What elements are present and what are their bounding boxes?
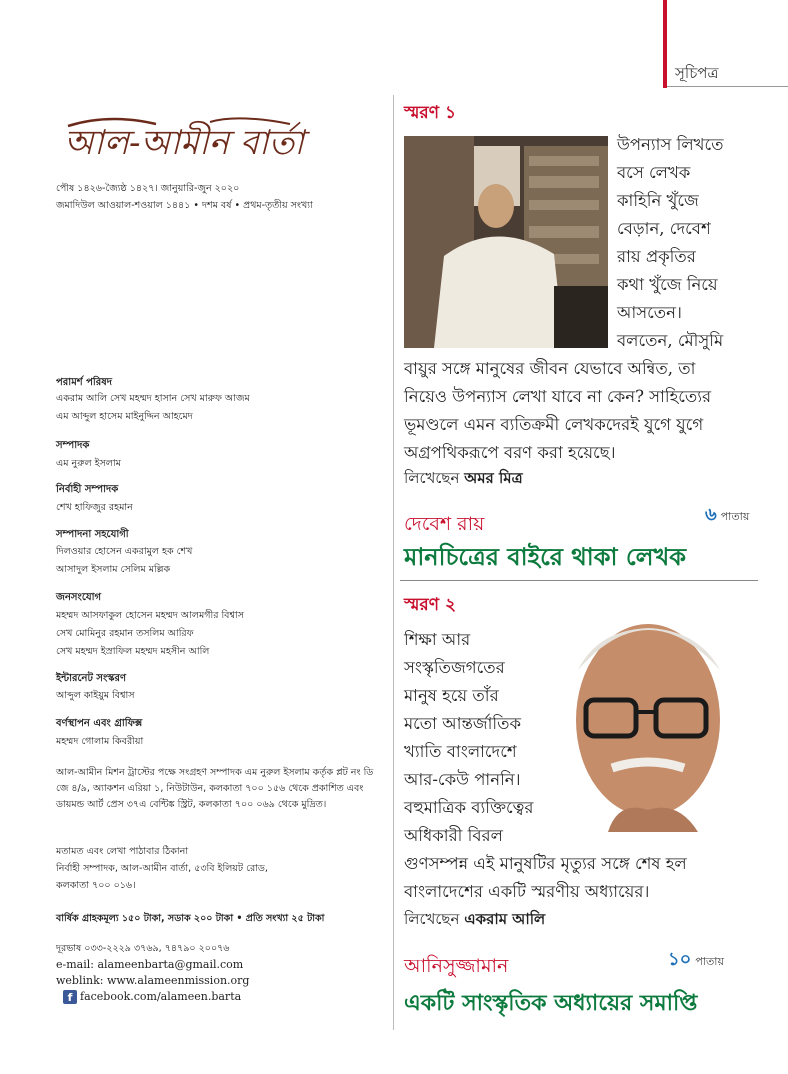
- text-line: অগ্রপথিকরূপে বরণ করা হয়েছে।: [404, 443, 616, 462]
- credit-line: দিলওয়ার হোসেন একরামুল হক শেখ: [56, 546, 193, 557]
- credit-label: জনসংযোগ: [56, 592, 102, 603]
- credit-line: সেখ মোমিনুর রহমান তসলিম আরিফ: [56, 628, 194, 639]
- masthead-logo: [60, 112, 360, 170]
- column-divider: [393, 95, 394, 1030]
- text-line: ভূমণ্ডলে এমন ব্যতিক্রমী লেখকদেরই যুগে যুগে: [404, 415, 704, 434]
- article-text-wide: [404, 355, 711, 467]
- credit-label: সম্পাদনা সহযোগী: [56, 529, 129, 540]
- text-line: বহুমাত্রিক ব্যক্তিত্বের: [404, 798, 534, 817]
- text-line: নিয়েও উপন্যাস লেখা যাবে না কেন? সাহিত্যের: [404, 387, 712, 406]
- credit-line: আব্দুল কাইয়ুম বিশ্বাস: [56, 690, 135, 701]
- credit-line: সেখ মহম্মদ ইস্রাফিল মহম্মদ মহসীন আলি: [56, 646, 210, 657]
- author-prefix: লিখেছেন: [404, 469, 460, 487]
- credit-line: আসাদুল ইসলাম সেলিম মল্লিক: [56, 564, 171, 575]
- text-line: সংস্কৃতিজগতের: [404, 658, 505, 677]
- text-line: বেড়ান, দেবেশ: [617, 219, 711, 238]
- article-title[interactable]: মানচিত্রের বাইরে থাকা লেখক: [404, 543, 687, 571]
- text-line: কাহিনি খুঁজে: [617, 191, 699, 210]
- article-subject: দেবেশ রায়: [404, 513, 485, 535]
- page-number: ১০: [668, 949, 692, 970]
- header-accent-bar: [663, 0, 667, 88]
- page-suffix: পাতায়: [695, 955, 724, 968]
- page-suffix: পাতায়: [720, 510, 750, 523]
- weblink[interactable]: weblink: www.alameenmission.org: [56, 974, 250, 987]
- publisher-note: আল-আমীন মিশন ট্রাস্টের পক্ষে সংগ্রহণ সম্পাদক এম নুরুল ইসলাম কর্তৃক প্লট নং ডি জে ৪/৯, অ্যাকশন এরিয়া ১, নিউটাউন, কলকাতা ৭০০ ১৫৬ থেকে প্রকাশিত এবং ডায়মন্ড আর্ট প্রেস ৩৭এ বেন্টিঙ্ক স্ট্রিট, কলকাতা ৭০০ ০৬৯ থেকে মুদ্রিত।: [56, 767, 374, 810]
- text-line: অধিকারী বিরল: [404, 826, 503, 845]
- anisuzzaman-photo: [548, 600, 740, 832]
- logo-wordmark: আল-আমীন বার্তা: [64, 123, 305, 163]
- article-author: [404, 467, 523, 492]
- article-label: স্মরণ ২: [404, 595, 457, 615]
- credit-label: পরামর্শ পরিষদ: [56, 377, 113, 388]
- text-line: উপন্যাস লিখতে: [617, 135, 724, 154]
- header-rule: [667, 86, 788, 87]
- section-label: সূচিপত্র: [675, 64, 719, 82]
- credit-line: মহম্মদ আসফাকুল হোসেন মহম্মদ আলমগীর বিশ্বাস: [56, 610, 244, 621]
- article-divider: [400, 580, 758, 581]
- text-line: মতো আন্তর্জাতিক: [404, 714, 522, 733]
- article-title[interactable]: একটি সাংস্কৃতিক অধ্যায়ের সমাপ্তি: [404, 991, 698, 1016]
- text-line: বাংলাদেশের একটি স্মরণীয় অধ্যায়ের।: [404, 882, 650, 901]
- text-line: কথা খুঁজে নিয়ে: [617, 275, 718, 294]
- facebook-icon: f: [63, 990, 77, 1004]
- credit-label: নির্বাহী সম্পাদক: [56, 484, 119, 495]
- article-label: স্মরণ ১: [404, 103, 456, 123]
- email-link[interactable]: e-mail: alameenbarta@gmail.com: [56, 958, 244, 971]
- article-subject: আনিসুজ্জামান: [404, 955, 509, 977]
- text-line: বায়ুর সঙ্গে মানুষের জীবন যেভাবে অন্বিত, তা: [404, 359, 696, 378]
- phone-number: দূরভাষ ০৩৩-২২২৯ ৩৭৬৯, ৭৪৭৯০ ২০০৭৬: [56, 943, 230, 954]
- text-line: বলতেন, মৌসুমি: [617, 331, 724, 350]
- text-line: মানুষ হয়ে তাঁর: [404, 686, 499, 705]
- credit-line: এম আব্দুল হাসেম মাইনুদ্দিন আহমেদ: [56, 411, 193, 422]
- address-line: নির্বাহী সম্পাদক, আল-আমীন বার্তা, ৫৩বি ইলিয়ট রোড,: [56, 863, 268, 874]
- credit-line: মহম্মদ গোলাম কিবরীয়া: [56, 736, 144, 747]
- text-line: শিক্ষা আর: [404, 630, 471, 649]
- text-line: গুণসম্পন্ন এই মানুষটির মৃত্যুর সঙ্গে শেষ হল: [404, 854, 687, 873]
- credit-label: সম্পাদক: [56, 440, 90, 451]
- page-reference[interactable]: [705, 500, 749, 531]
- credit-line: শেখ হাফিজুর রহমান: [56, 502, 133, 513]
- author-name: একরাম আলি: [464, 910, 546, 928]
- credit-line: এম নুরুল ইসলাম: [56, 458, 121, 469]
- address-line: কলকাতা ৭০০ ০১৬।: [56, 880, 136, 891]
- text-line: খ্যাতি বাংলাদেশে: [404, 742, 517, 761]
- credit-label: ইন্টারনেট সংস্করণ: [56, 673, 127, 684]
- text-line: রায় প্রকৃতির: [617, 247, 696, 266]
- text-line: আর-কেউ পাননি।: [404, 770, 521, 789]
- page-number: ৬: [705, 504, 717, 525]
- text-line: বসে লেখক: [617, 163, 691, 182]
- subscription-info: বার্ষিক গ্রাহকমূল্য ১৫০ টাকা, সডাক ২০০ টাকা • প্রতি সংখ্যা ২৫ টাকা: [56, 913, 325, 924]
- address-label: মতামত এবং লেখা পাঠাবার ঠিকানা: [56, 846, 189, 857]
- facebook-link[interactable]: facebook.com/alameen.barta: [80, 990, 242, 1003]
- credit-label: বর্ণস্থাপন এবং গ্রাফিক্স: [56, 718, 143, 729]
- article-text-wide: [404, 850, 687, 906]
- author-name: অমর মিত্র: [464, 469, 523, 487]
- article-text-narrow: [404, 626, 533, 850]
- credit-line: একরাম আলি সেখ মহম্মদ হাসান সেখ মারুফ আজম: [56, 393, 250, 404]
- issue-line: জমাদিউল আওয়াল-শওয়াল ১৪৪১ • দশম বর্ষ • প্রথম-তৃতীয় সংখ্যা: [56, 200, 313, 211]
- page-reference[interactable]: [668, 945, 724, 976]
- article-author: [404, 908, 545, 933]
- author-prefix: লিখেছেন: [404, 910, 460, 928]
- text-line: আসতেন।: [617, 303, 682, 322]
- devesh-ray-photo: [404, 136, 608, 348]
- date-line: পৌষ ১৪২৬-জ্যৈষ্ঠ ১৪২৭। জানুয়ারি-জুন ২০২০: [56, 183, 240, 194]
- article-text-narrow: [617, 131, 723, 355]
